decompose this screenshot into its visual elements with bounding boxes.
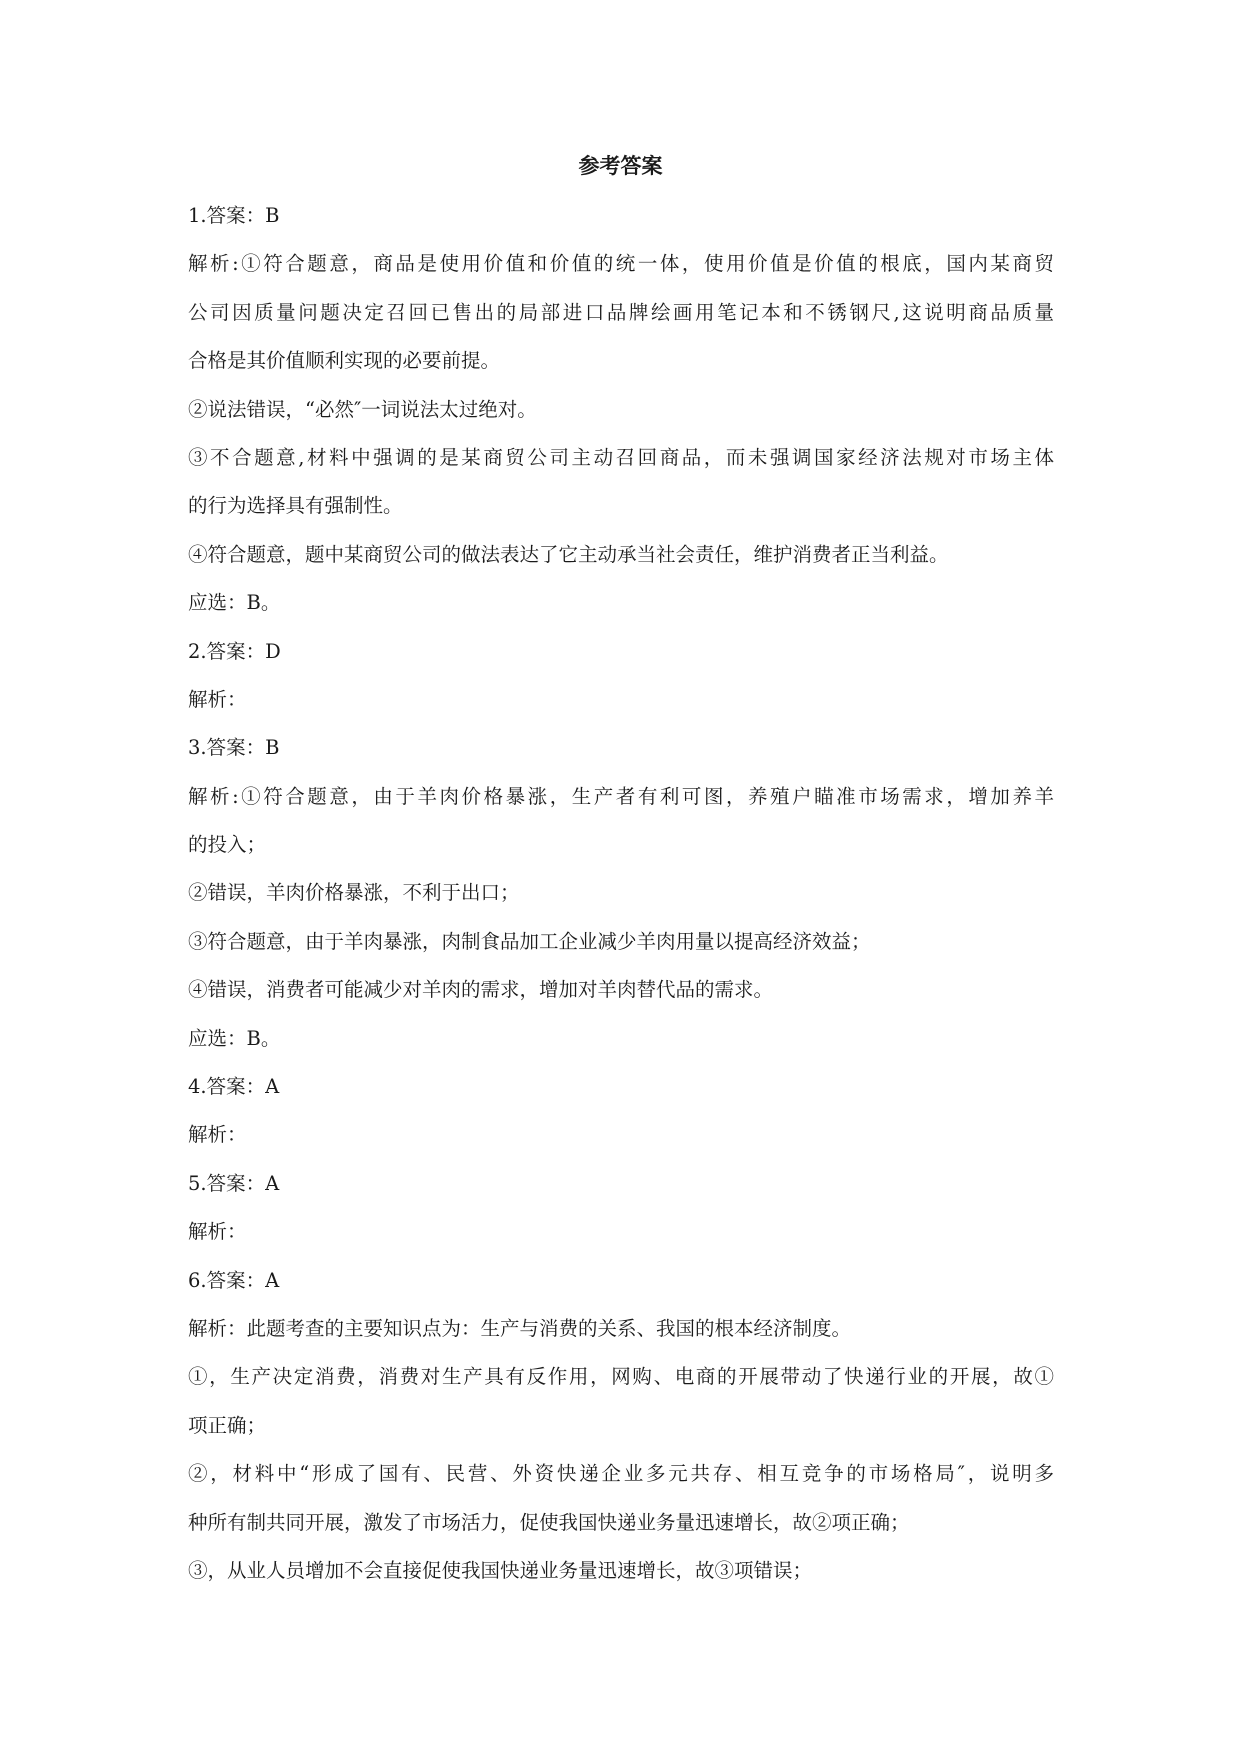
text-line: ③不合题意,材料中强调的是某商贸公司主动召回商品，而未强调国家经济法规对市场主体 [188,445,1054,469]
text-line: 公司因质量问题决定召回已售出的局部进口品牌绘画用笔记本和不锈钢尺,这说明商品质量 [188,300,1054,324]
text-line: 解析： [188,687,247,711]
text-line: 应选：B。 [188,591,281,615]
text-line: ②，材料中“形成了国有、民营、外资快递企业多元共存、相互竞争的市场格局″，说明多 [188,1462,1054,1486]
text-line: 的投入； [188,833,267,857]
text-line: 应选：B。 [188,1026,281,1050]
text-line: 解析： [188,1220,247,1244]
text-line: 2.答案：D [188,639,281,663]
text-line: ③符合题意，由于羊肉暴涨，肉制食品加工企业减少羊肉用量以提高经济效益； [188,929,871,953]
text-line: 种所有制共同开展，激发了市场活力，促使我国快递业务量迅速增长，故②项正确； [188,1510,910,1534]
text-line: 1.答案：B [188,204,280,227]
text-line: 合格是其价值顺利实现的必要前提。 [188,349,501,373]
text-line: 项正确； [188,1413,267,1437]
text-line: 解析:①符合题意，商品是使用价值和价值的统一体，使用价值是价值的根底，国内某商贸 [188,252,1054,276]
text-line: ②说法错误，“必然″一词说法太过绝对。 [188,397,537,421]
text-line: 6.答案：A [188,1268,280,1292]
answer-content [188,192,1054,1595]
text-line: 解析：此题考查的主要知识点为：生产与消费的关系、我国的根本经济制度。 [188,1316,852,1340]
text-line: 的行为选择具有强制性。 [188,494,403,518]
text-line: ②错误，羊肉价格暴涨，不利于出口； [188,881,520,905]
text-line: ④错误，消费者可能减少对羊肉的需求，增加对羊肉替代品的需求。 [188,978,774,1002]
text-line: 解析： [188,1123,247,1147]
text-line: ③，从业人员增加不会直接促使我国快递业务量迅速增长，故③项错误； [188,1558,813,1582]
text-line: ④符合题意，题中某商贸公司的做法表达了它主动承当社会责任，维护消费者正当利益。 [188,542,949,566]
text-line: 4.答案：A [188,1075,280,1099]
text-line: ①，生产决定消费，消费对生产具有反作用，网购、电商的开展带动了快递行业的开展，故① [188,1365,1054,1389]
document-title: 参考答案 [578,153,663,178]
text-line: 3.答案：B [188,736,280,760]
text-line: 解析:①符合题意，由于羊肉价格暴涨，生产者有利可图，养殖户瞄准市场需求，增加养羊 [188,784,1054,808]
text-line: 5.答案：A [188,1171,280,1195]
